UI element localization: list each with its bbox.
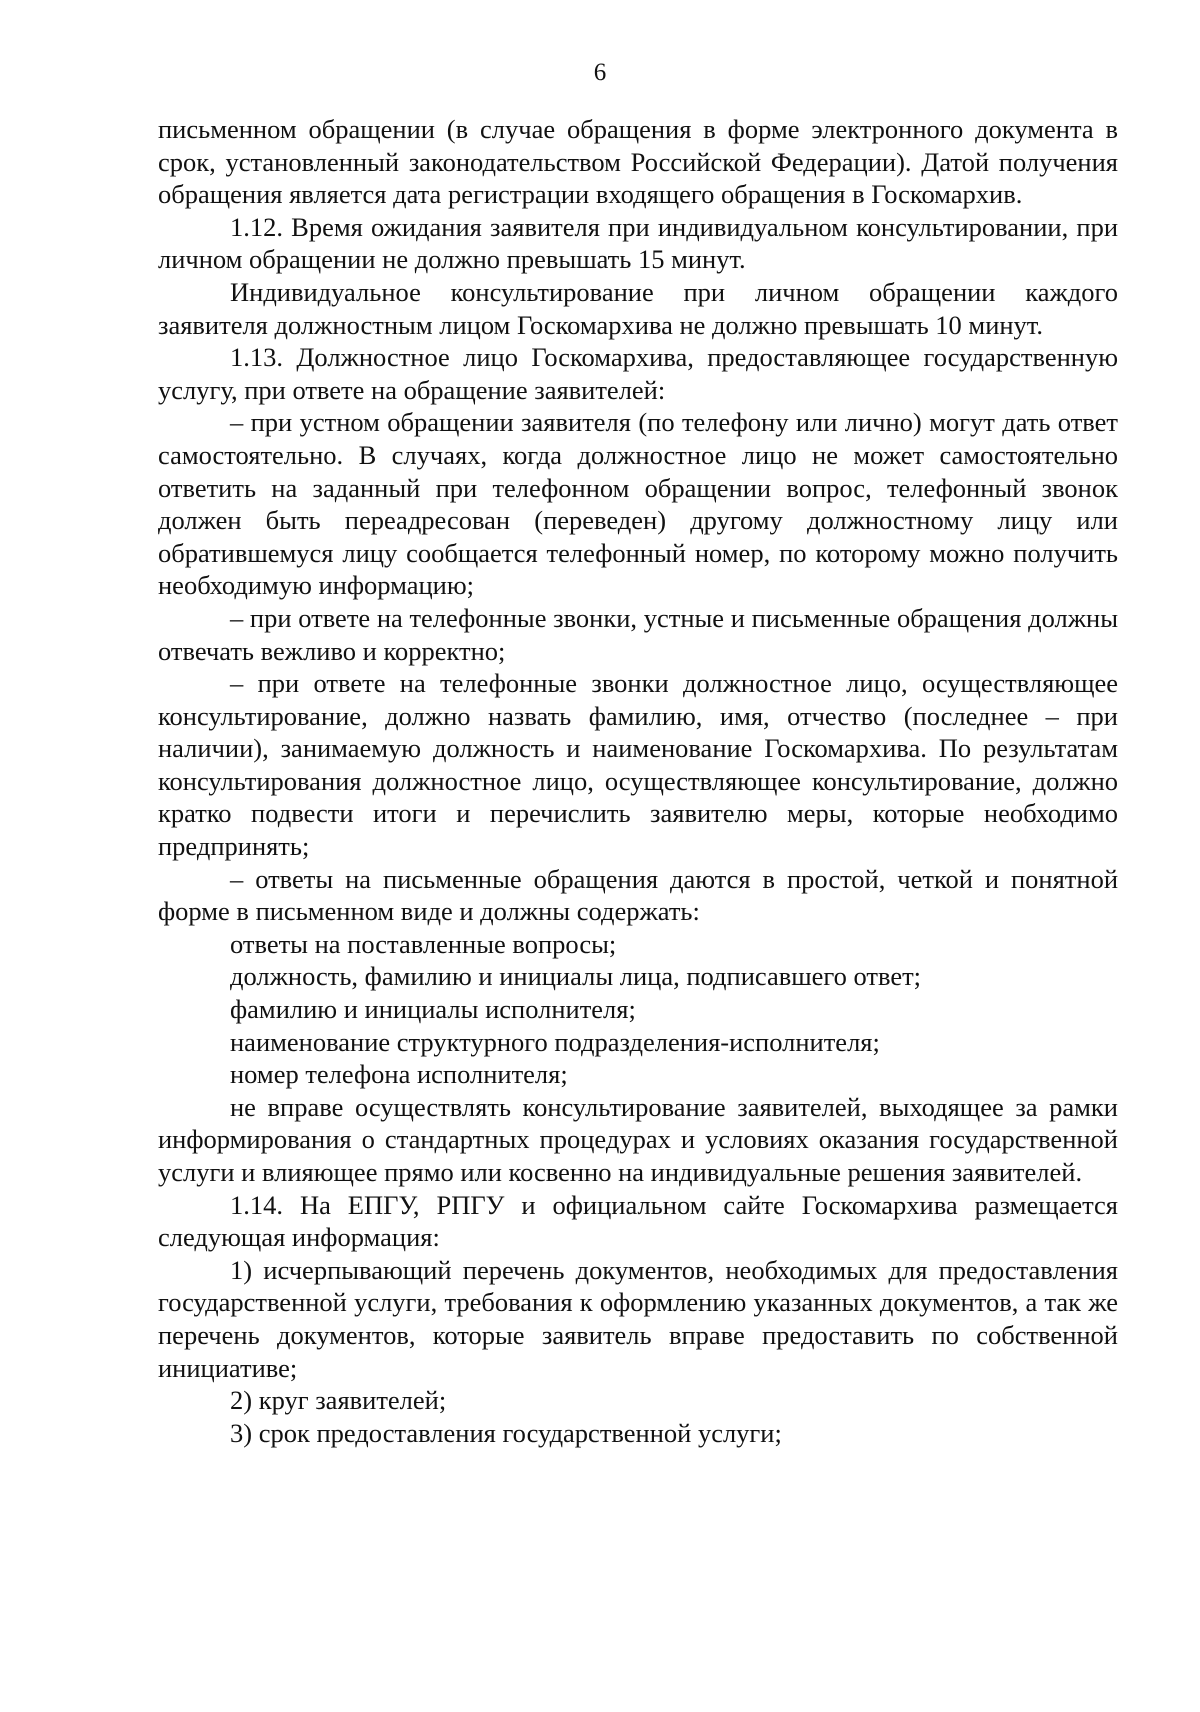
- paragraph-politeness: – при ответе на телефонные звонки, устные и письменные обращения должны отвечать вежливо и корректно;: [158, 602, 1118, 666]
- list-item: ответы на поставленные вопросы;: [230, 928, 617, 959]
- numbered-item-2: 2) круг заявителей;: [230, 1385, 447, 1416]
- paragraph-1-14: 1.14. На ЕПГУ, РПГУ и официальном сайте Госкомархива размещается следующая информация:: [158, 1189, 1118, 1253]
- document-body: [158, 113, 1118, 1449]
- page-number: 6: [593, 59, 607, 86]
- paragraph-written-answers: – ответы на письменные обращения даются в простой, четкой и понятной форме в письменном виде и должны содержать:: [158, 863, 1118, 927]
- numbered-item-3: 3) срок предоставления государственной услуги;: [230, 1417, 782, 1448]
- paragraph-oral-request: – при устном обращении заявителя (по телефону или лично) могут дать ответ самостоятельно. В случаях, когда должностное лицо не может самостоятельно ответить на заданный при телефонном обращении вопрос, телефонный звонок должен быть переадресован (переведен) другому должностному лицу или обратившемуся лицу сообщается телефонный номер, по которому можно получить необходимую информацию;: [158, 407, 1118, 601]
- paragraph-continuation: письменном обращении (в случае обращения в форме электронного документа в срок, установленный законодательством Российской Федерации). Датой получения обращения является дата регистрации входящего обращения в Госкомархив.: [158, 114, 1118, 210]
- list-item: фамилию и инициалы исполнителя;: [230, 994, 636, 1025]
- numbered-item-1: 1) исчерпывающий перечень документов, необходимых для предоставления государственной услуги, требования к оформлению указанных документов, а так же перечень документов, которые заявитель вправе предоставить по собственной инициативе;: [158, 1254, 1118, 1383]
- paragraph-individual-consulting: Индивидуальное консультирование при личном обращении каждого заявителя должностным лицом Госкомархива не должно превышать 10 минут.: [158, 276, 1118, 340]
- paragraph-1-13: 1.13. Должностное лицо Госкомархива, предоставляющее государственную услугу, при ответе на обращение заявителей:: [158, 342, 1118, 405]
- list-item: должность, фамилию и инициалы лица, подписавшего ответ;: [230, 961, 922, 992]
- list-item: наименование структурного подразделения-исполнителя;: [230, 1026, 880, 1057]
- paragraph-phone-answer: – при ответе на телефонные звонки должностное лицо, осуществляющее консультирование, должно назвать фамилию, имя, отчество (последнее – при наличии), занимаемую должность и наименование Госкомархива. По результатам консультирования должностное лицо, осуществляющее консультирование, должно кратко подвести итоги и перечислить заявителю меры, которые необходимо предпринять;: [158, 668, 1118, 862]
- list-item: номер телефона исполнителя;: [230, 1059, 568, 1090]
- paragraph-1-12: 1.12. Время ожидания заявителя при индивидуальном консультировании, при личном обращении не должно превышать 15 минут.: [158, 211, 1118, 275]
- paragraph-not-allowed: не вправе осуществлять консультирование заявителей, выходящее за рамки информирования о стандартных процедурах и условиях оказания государственной услуги и влияющее прямо или косвенно на индивидуальные решения заявителей.: [158, 1091, 1118, 1187]
